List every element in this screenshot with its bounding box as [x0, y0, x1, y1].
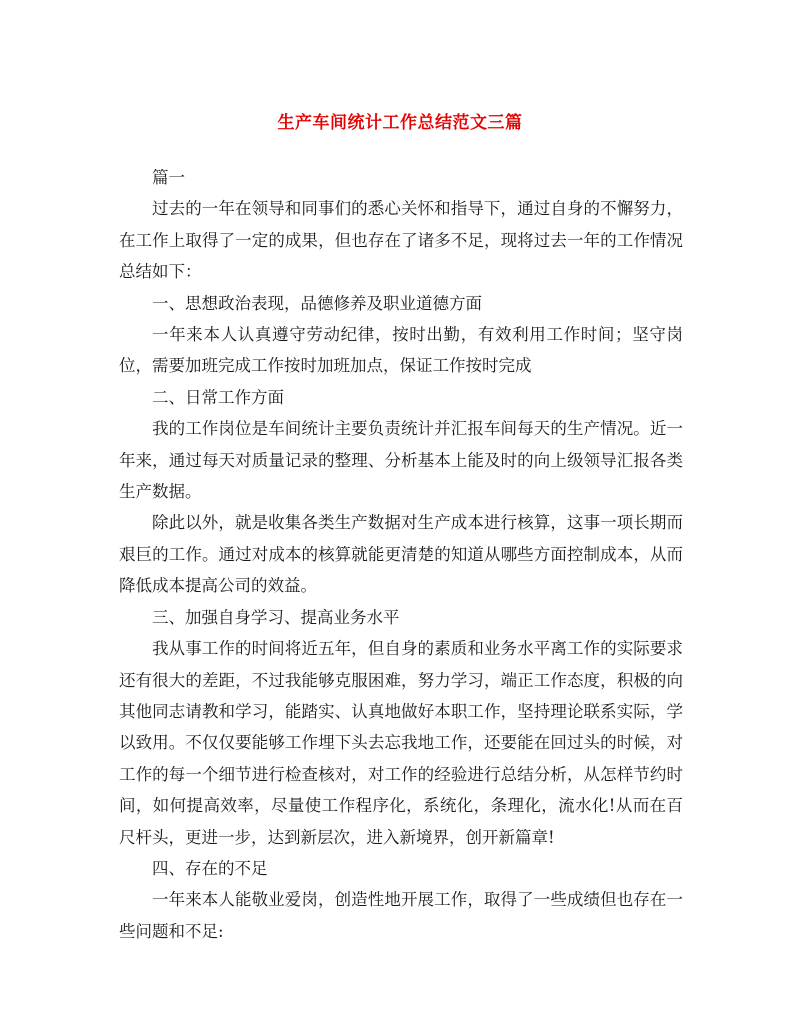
section-heading: 四、存在的不足 [152, 858, 268, 878]
paragraph: 除此以外，就是收集各类生产数据对生产成本进行核算，这事一项长期而艰巨的工作。通过对成本的核算就能更清楚的知道从哪些方面控制成本，从而降低成本提高公司的效益。 [119, 513, 683, 596]
section-heading: 篇一 [152, 168, 185, 187]
section-heading: 二、日常工作方面 [152, 387, 284, 407]
paragraph: 我的工作岗位是车间统计主要负责统计并汇报车间每天的生产情况。近一年来，通过每天对质量记录的整理、分析基本上能及时的向上级领导汇报各类生产数据。 [119, 419, 683, 502]
section-heading: 三、加强自身学习、提高业务水平 [152, 607, 400, 627]
section-heading: 一、思想政治表现，品德修养及职业道德方面 [152, 293, 482, 313]
document-body [119, 162, 683, 947]
paragraph: 一年来本人认真遵守劳动纪律，按时出勤，有效利用工作时间；坚守岗位，需要加班完成工作按时加班加点，保证工作按时完成 [119, 325, 683, 376]
document-title: 生产车间统计工作总结范文三篇 [277, 113, 523, 133]
paragraph: 一年来本人能敬业爱岗，创造性地开展工作，取得了一些成绩但也存在一些问题和不足: [119, 890, 683, 941]
paragraph-intro: 过去的一年在领导和同事们的悉心关怀和指导下，通过自身的不懈努力，在工作上取得了一定的成果，但也存在了诸多不足，现将过去一年的工作情况总结如下： [119, 199, 683, 282]
paragraph: 我从事工作的时间将近五年，但自身的素质和业务水平离工作的实际要求还有很大的差距，不过我能够克服困难，努力学习，端正工作态度，积极的向其他同志请教和学习，能踏实、认真地做好本职工作，坚持理论联系实际，学以致用。不仅仅要能够工作埋下头去忘我地工作，还要能在回过头的时候，对工作的每一个细节进行检查核对，对工作的经验进行总结分析，从怎样节约时间，如何提高效率，尽量使工作程序化，系统化，条理化，流水化!从而在百尺杆头，更进一步，达到新层次，进入新境界，创开新篇章! [119, 639, 683, 847]
